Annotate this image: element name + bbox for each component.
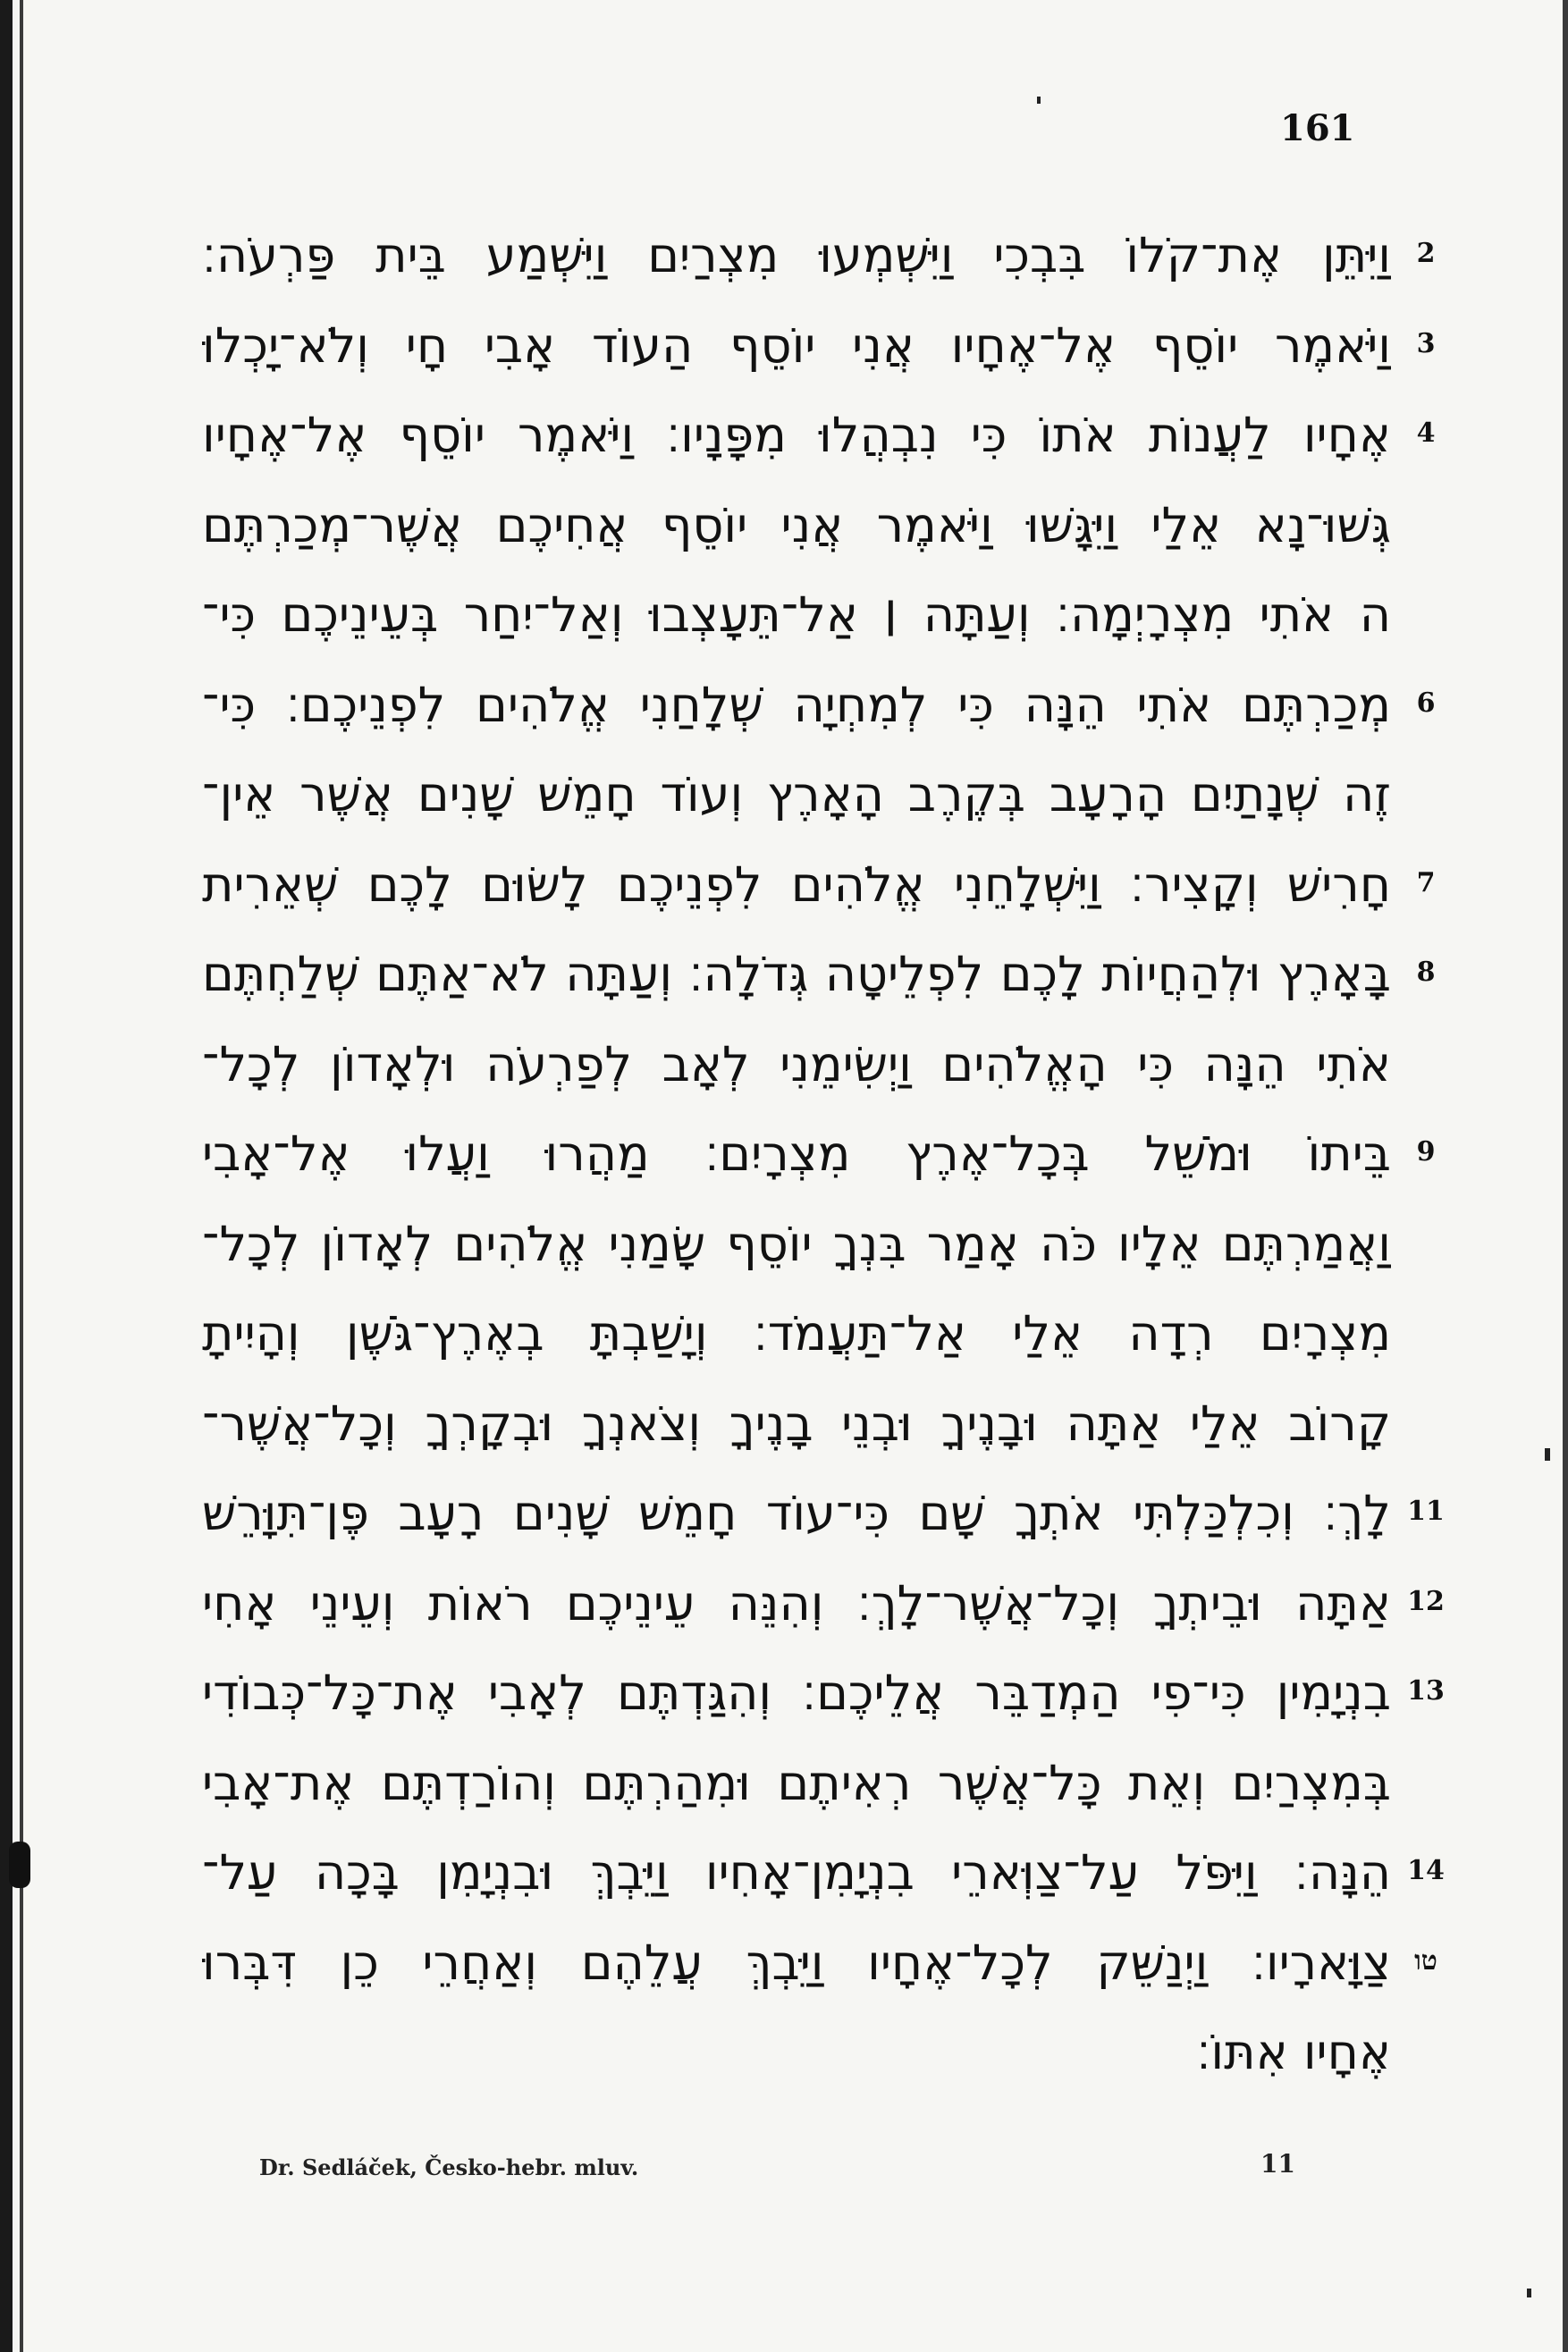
text-line — [197, 1652, 1448, 1742]
hebrew-line-text: בָּאָרֶץ וּלְהַחֲיוֹת לָכֶם לִפְלֵיטָה גְּדֹלָה׃ וְעַתָּה לֹא־אַתֶּם שְׁלַחְתֶּם — [202, 946, 1391, 1002]
hebrew-line-text: אֹתִי הֵנָּה כִּי הָאֱלֹהִים וַיְשִׂימֵנִי לְאָב לְפַרְעֹה וּלְאָדוֹן לְכָל־ — [202, 1035, 1391, 1092]
hebrew-line-text: וַאֲמַרְתֶּם אֵלָיו כֹּה אָמַר בִּנְךָ יוֹסֵף שָׂמַנִי אֱלֹהִים לְאָדוֹן לְכָל־ — [202, 1215, 1391, 1272]
hebrew-line-text: גְּשׁוּ־נָא אֵלַי וַיִּגָּשׁוּ וַיֹּאמֶר אֲנִי יוֹסֵף אֲחִיכֶם אֲשֶׁר־מְכַרְתֶּם — [202, 496, 1391, 553]
footer-signature: Dr. Sedláček, Česko-hebr. mluv. — [259, 2154, 639, 2180]
page-number: 161 — [1280, 107, 1355, 149]
hebrew-line-text: וַיִּתֵּן אֶת־קֹלוֹ בִּבְכִי וַיִּשְׁמְעוּ מִצְרַיִם וַיִּשְׁמַע בֵּית פַּרְעֹה׃ — [202, 227, 1391, 283]
text-line — [197, 1203, 1448, 1294]
text-line — [197, 1024, 1448, 1114]
text-line — [197, 1113, 1448, 1203]
verse-number: 8 — [1416, 957, 1436, 988]
text-line — [197, 844, 1448, 934]
text-line — [197, 215, 1448, 305]
book-binding-edge — [0, 0, 13, 2352]
hebrew-line-text: וַיֹּאמֶר יוֹסֵף אֶל־אֶחָיו אֲנִי יוֹסֵף הַעוֹד אָבִי חָי וְלֹא־יָכְלוּ — [202, 316, 1391, 374]
verse-number: 6 — [1416, 687, 1436, 719]
text-line — [197, 1472, 1448, 1563]
hebrew-line-text: בִנְיָמִין כִּי־פִי הַמְדַבֵּר אֲלֵיכֶם׃ וְהִגַּדְתֶּם לְאָבִי אֶת־כָּל־כְּבוֹדִי — [202, 1665, 1391, 1721]
hebrew-line-text: אֶחָיו לַעֲנוֹת אֹתוֹ כִּי נִבְהֲלוּ מִפָּנָיו׃ וַיֹּאמֶר יוֹסֵף אֶל־אֶחָיו — [202, 407, 1391, 463]
verse-number: טו — [1414, 1944, 1437, 1977]
text-line — [197, 1383, 1448, 1473]
verse-number: 9 — [1416, 1136, 1436, 1168]
text-line — [197, 754, 1448, 844]
footer-sheet-number: 11 — [1260, 2149, 1295, 2179]
hebrew-line-text: בֵּיתוֹ וּמֹשֵׁל בְּכָל־אֶרֶץ מִצְרָיִם׃ מַהֲרוּ וַעֲלוּ אֶל־אָבִי — [202, 1125, 1391, 1182]
binding-clasp — [9, 1842, 30, 1888]
text-line — [197, 574, 1448, 664]
hebrew-line-text: לָךְ׃ וְכִלְכַּלְתִּי אֹתְךָ שָׁם כִּי־עוֹד חָמֵשׁ שָׁנִים רָעָב פֶּן־תִּוָּרֵשׁ — [202, 1485, 1391, 1541]
hebrew-line-text: חָרִישׁ וְקָצִיר׃ וַיִּשְׁלָחֵנִי אֱלֹהִים לִפְנֵיכֶם לָשׂוּם לָכֶם שְׁאֵרִית — [202, 856, 1391, 913]
text-line — [197, 305, 1448, 395]
stray-ink-dot — [1037, 97, 1041, 104]
text-line — [197, 485, 1448, 575]
stray-ink-mark — [1545, 1448, 1550, 1461]
hebrew-line-text: ה אֹתִי מִצְרָיְמָה׃ וְעַתָּה ׀ אַל־תֵּעָצְבוּ וְאַל־יִחַר בְּעֵינֵיכֶם כִּי־ — [202, 586, 1391, 643]
binding-rule — [20, 0, 23, 2352]
text-line — [197, 1293, 1448, 1383]
text-line — [197, 1742, 1448, 1833]
text-line — [197, 664, 1448, 754]
text-line — [197, 2011, 1448, 2102]
text-line — [197, 1563, 1448, 1653]
text-line — [197, 1922, 1448, 2012]
hebrew-line-text: צַוָּארָיו׃ וַיְנַשֵּׁק לְכָל־אֶחָיו וַיֵּבְךְּ עֲלֵהֶם וְאַחֲרֵי כֵן דִּבְּרוּ — [202, 1934, 1391, 1991]
hebrew-line-text: מְכַרְתֶּם אֹתִי הֵנָּה כִּי לְמִחְיָה שְׁלָחַנִי אֱלֹהִים לִפְנֵיכֶם׃ כִּי־ — [202, 676, 1391, 733]
text-line — [197, 1832, 1448, 1922]
hebrew-text-block — [197, 215, 1448, 2102]
text-line — [197, 933, 1448, 1024]
text-line — [197, 394, 1448, 485]
verse-number: 12 — [1407, 1585, 1445, 1617]
hebrew-line-text: אַתָּה וּבֵיתְךָ וְכָל־אֲשֶׁר־לָךְ׃ וְהִנֵּה עֵינֵיכֶם רֹאוֹת וְעֵינֵי אָחִי — [202, 1574, 1391, 1631]
verse-number: 3 — [1416, 327, 1436, 359]
verse-number: 7 — [1416, 866, 1436, 898]
verse-number: 13 — [1407, 1675, 1445, 1707]
page-right-edge — [1563, 0, 1568, 2352]
verse-number: 14 — [1407, 1855, 1445, 1886]
hebrew-line-text: קָרוֹב אֵלַי אַתָּה וּבָנֶיךָ וּבְנֵי בָנֶיךָ וְצֹאנְךָ וּבְקָרְךָ וְכָל־אֲשֶׁר־ — [202, 1395, 1391, 1452]
verse-number: 2 — [1416, 238, 1436, 269]
hebrew-line-text: מִצְרָיִם רְדָה אֵלַי אַל־תַּעֲמֹד׃ וְיָשַׁבְתָּ בְאֶרֶץ־גֹּשֶׁן וְהָיִיתָ — [202, 1305, 1391, 1361]
verse-number: 4 — [1416, 417, 1436, 449]
hebrew-line-text: הֵנָּה׃ וַיִּפֹּל עַל־צַוְּארֵי בִנְיָמִן־אָחִיו וַיֵּבְךְּ וּבִנְיָמִן בָּכָה עַל־ — [202, 1844, 1391, 1901]
verse-number: 11 — [1407, 1496, 1445, 1527]
stray-ink-dot — [1527, 2289, 1531, 2297]
hebrew-line-text: בְּמִצְרַיִם וְאֵת כָּל־אֲשֶׁר רְאִיתֶם וּמִהַרְתֶּם וְהוֹרַדְתֶּם אֶת־אָבִי — [202, 1754, 1391, 1811]
hebrew-line-text: אֶחָיו אִתּוֹ׃ — [1196, 2024, 1391, 2080]
hebrew-line-text: זֶה שְׁנָתַיִם הָרָעָב בְּקֶרֶב הָאָרֶץ וְעוֹד חָמֵשׁ שָׁנִים אֲשֶׁר אֵין־ — [202, 766, 1391, 822]
